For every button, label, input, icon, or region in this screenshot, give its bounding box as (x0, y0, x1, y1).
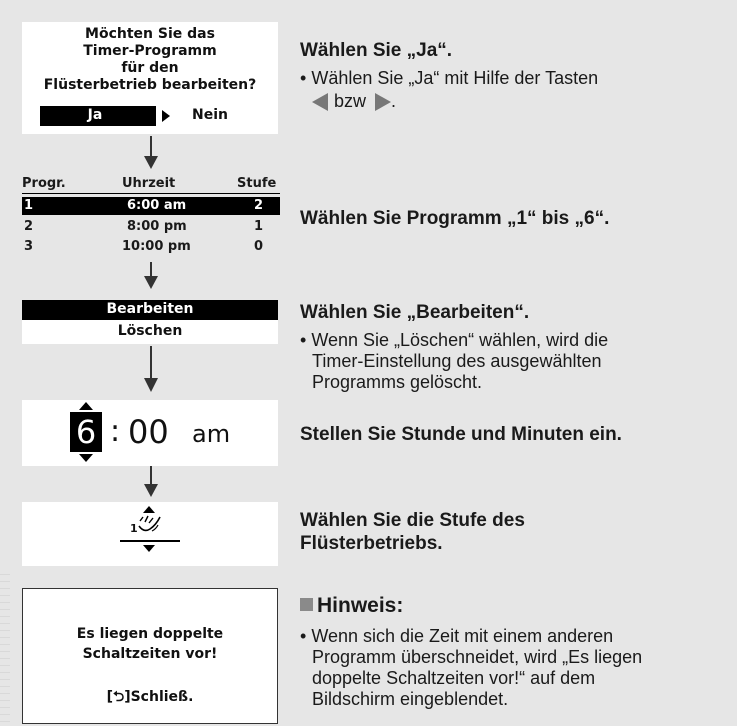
overlap-warning-dialog (22, 588, 278, 724)
note-heading (300, 594, 403, 618)
hour-up-icon[interactable] (79, 402, 93, 410)
table-header-rule (22, 193, 280, 194)
time-separator: : (110, 414, 121, 449)
arrow-down-icon (143, 346, 159, 394)
minutes-value[interactable]: 00 (128, 413, 169, 451)
note-bullet-line: doppelte Schaltzeiten vor!“ auf dem (312, 668, 596, 688)
row-level: 0 (254, 239, 264, 254)
level-down-icon[interactable] (143, 545, 155, 552)
table-row[interactable] (22, 238, 280, 256)
step5-heading-line: Flüsterbetriebs. (300, 533, 443, 554)
level-edit-screen (22, 502, 278, 566)
step1-bullet (300, 68, 598, 89)
step3-bullet-line: Wenn Sie „Löschen“ wählen, wird die (311, 330, 609, 350)
row-time: 8:00 pm (127, 219, 187, 234)
table-row-selected[interactable] (22, 197, 280, 215)
no-option[interactable]: Nein (192, 107, 228, 123)
decorative-stripes (0, 568, 10, 726)
step1-bullet-line2 (312, 91, 396, 112)
bullet-mid-text: bzw (334, 91, 367, 111)
dialog-line: Flüsterbetrieb bearbeiten? (43, 77, 257, 93)
note-bullet-line: Wenn sich die Zeit mit einem anderen (311, 626, 614, 646)
arrow-down-icon (143, 262, 159, 290)
menu-item-label: Bearbeiten (106, 301, 194, 317)
table-row[interactable] (22, 218, 280, 236)
warning-line: Es liegen doppelte (76, 626, 224, 642)
step2-heading: Wählen Sie Programm „1“ bis „6“. (300, 208, 610, 229)
hour-value: 6 (75, 413, 97, 451)
row-prog: 2 (24, 219, 34, 234)
row-prog: 1 (24, 198, 34, 213)
warning-line: Schaltzeiten vor! (82, 646, 218, 662)
hour-down-icon[interactable] (79, 454, 93, 462)
note-square-icon (300, 598, 313, 611)
level-up-icon[interactable] (143, 506, 155, 513)
row-prog: 3 (24, 239, 34, 254)
dialog-line: Möchten Sie das (85, 26, 215, 42)
left-key-icon (312, 93, 328, 111)
step3-bullet (300, 330, 608, 351)
edit-menu (22, 300, 278, 344)
note-bullet-line: Bildschirm eingeblendet. (312, 689, 509, 709)
bullet-dot: • (300, 68, 307, 88)
note-heading-text: Hinweis: (317, 594, 404, 617)
right-key-icon (375, 93, 391, 111)
level-scale-line (120, 540, 180, 542)
step1-heading: Wählen Sie „Ja“. (300, 40, 453, 61)
hour-field-selected[interactable] (70, 412, 102, 452)
level-digit: 1 (130, 522, 138, 535)
step1-bullet-line1: Wählen Sie „Ja“ mit Hilfe der Tasten (311, 68, 599, 88)
table-header-prog: Progr. (22, 176, 66, 191)
whisper-icon (136, 513, 162, 537)
row-time: 10:00 pm (122, 239, 191, 254)
step4-heading: Stellen Sie Stunde und Minuten ein. (300, 424, 622, 445)
close-button[interactable]: [⮌]Schließ. (106, 689, 194, 705)
arrow-down-icon (143, 136, 159, 170)
step3-heading: Wählen Sie „Bearbeiten“. (300, 302, 530, 323)
bullet-dot: • (300, 626, 307, 646)
bullet-end-text: . (391, 91, 397, 111)
row-time: 6:00 am (127, 198, 187, 213)
step3-bullet-line: Timer-Einstellung des ausgewählten (312, 351, 602, 371)
bullet-dot: • (300, 330, 307, 350)
time-edit-screen (22, 400, 278, 466)
dialog-edit-timer (22, 22, 278, 134)
yes-option-highlighted[interactable] (40, 106, 156, 126)
menu-item-delete[interactable]: Löschen (117, 323, 183, 339)
step3-bullet-line: Programms gelöscht. (312, 372, 483, 392)
note-bullet-line: Programm überschneidet, wird „Es liegen (312, 647, 643, 667)
row-level: 1 (254, 219, 264, 234)
program-table (22, 176, 280, 260)
table-header-level: Stufe (237, 176, 277, 191)
menu-item-edit-selected[interactable] (22, 300, 278, 320)
step5-heading-line: Wählen Sie die Stufe des (300, 510, 525, 531)
dialog-line: Timer-Programm (83, 43, 217, 59)
arrow-down-icon (143, 466, 159, 498)
note-bullet (300, 626, 613, 647)
selector-arrow-icon (162, 110, 170, 122)
yes-label: Ja (87, 107, 103, 123)
table-header-time: Uhrzeit (122, 176, 176, 191)
dialog-line: für den (121, 60, 179, 76)
ampm-value[interactable]: am (192, 420, 231, 448)
row-level: 2 (254, 198, 264, 213)
